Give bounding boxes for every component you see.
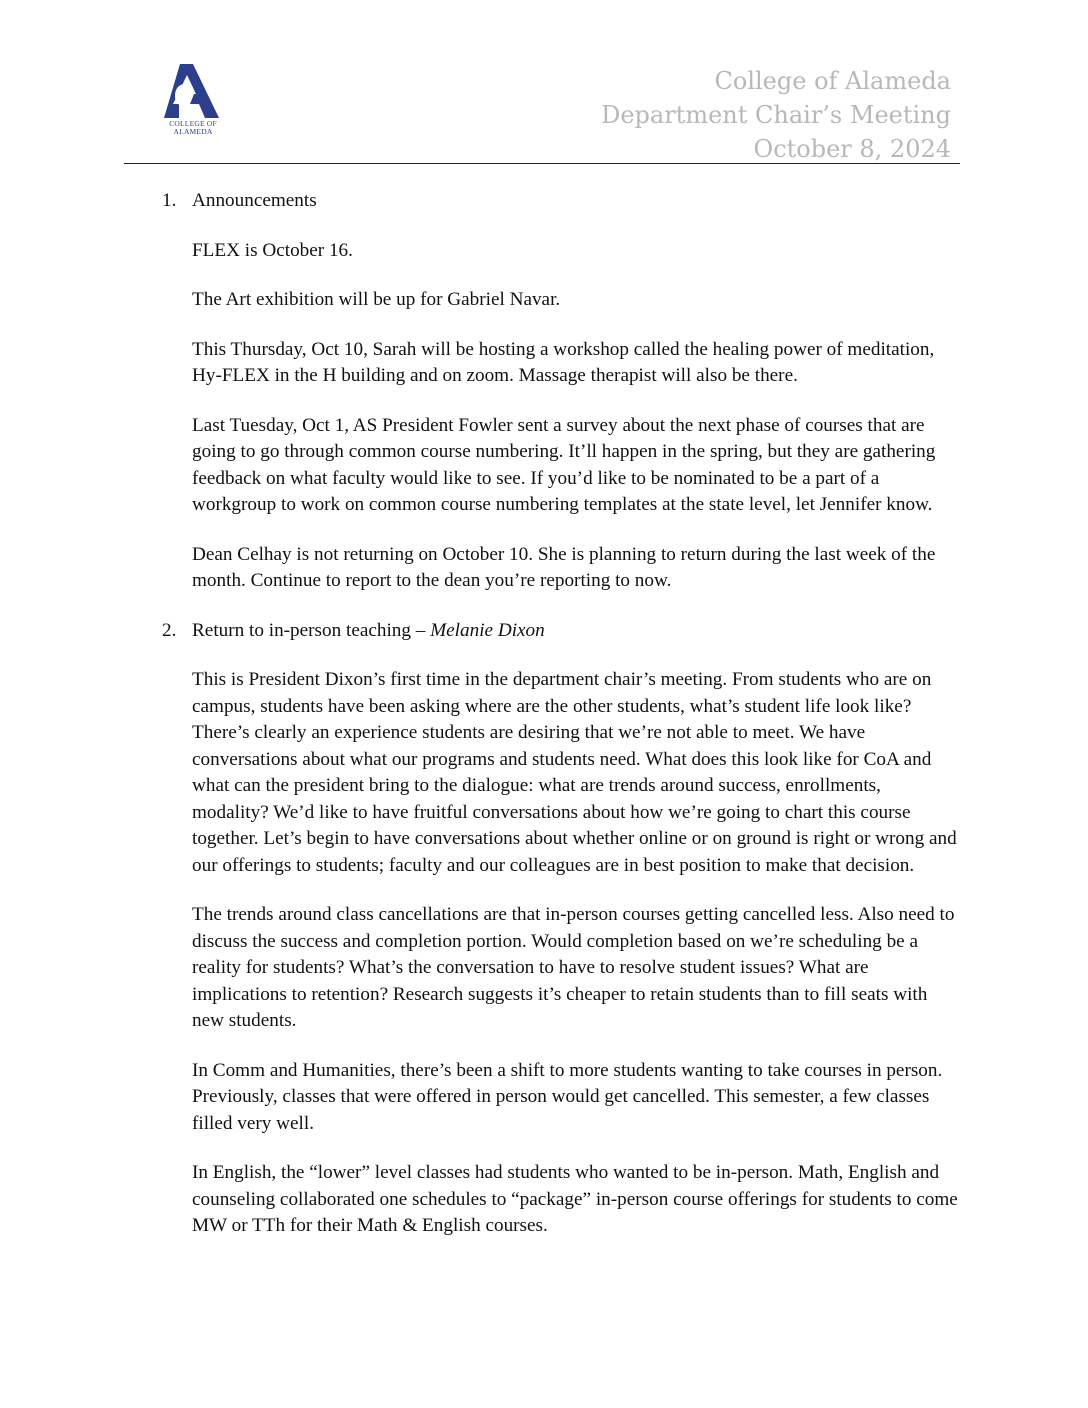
paragraph: The Art exhibition will be up for Gabriel Navar. [192,289,561,310]
document-header [601,64,951,166]
logo-text-line2: ALAMEDA [173,127,213,136]
agenda-item-in-person-teaching [162,618,962,1263]
college-logo [163,63,223,141]
paragraph: The trends around class cancellations are that in-person courses getting cancelled less. Also need to discuss the success and completion portion. Would completion based on we’re scheduling be a reality for students? What’s the conversation to have to resolve student issues? What are implications to retention? Research suggests it’s cheaper to retain students than to fill seats with new students. [192,904,955,1031]
header-divider [124,163,960,164]
header-meeting-name: Department Chair’s Meeting [601,101,951,129]
paragraph: In Comm and Humanities, there’s been a shift to more students wanting to take courses in person. Previously, classes that were offered in person would get cancelled. This semester, a few classes filled very well. [192,1059,943,1134]
header-college-name: College of Alameda [714,67,951,95]
agenda-item-number: 1. [162,190,177,211]
agenda-item-title-line [192,618,962,645]
paragraph: This Thursday, Oct 10, Sarah will be hosting a workshop called the healing power of meditation, Hy-FLEX in the H building and on zoom. Massage therapist will also be there. [192,338,935,386]
agenda-item-presenter: Melanie Dixon [430,619,545,641]
minutes-body [162,188,962,1263]
logo-text-line1: COLLEGE OF [169,119,217,128]
paragraph: This is President Dixon’s first time in the department chair’s meeting. From students who are on campus, students have been asking where are the other students, what’s student life look like? There’s clearly an experience students are desiring that we’re not able to meet. We have conversations about what our programs and students need. What does this look like for CoA and what can the president bring to the dialogue: what are trends around success, enrollments, modality? We’d like to have fruitful conversations about how we’re going to chart this course together. Let’s begin to have conversations about whether online or on ground is right or wrong and our offerings to students; faculty and our colleagues are in best position to make that decision. [192,669,957,876]
agenda-item-title: Announcements [192,190,317,211]
paragraph: Dean Celhay is not returning on October 10. She is planning to return during the last week of the month. Continue to report to the dean you’re reporting to now. [192,543,936,591]
paragraph: Last Tuesday, Oct 1, AS President Fowler sent a survey about the next phase of courses that are going to go through common course numbering. It’ll happen in the spring, but they are gathering feedback on what faculty would like to see. If you’d like to be nominated to be a part of a workgroup to work on common course numbering templates at the state level, let Jennifer know. [192,414,936,515]
college-a-logo-icon [163,63,223,119]
agenda-item-number: 2. [162,619,177,641]
agenda-item-title: Return to in-person teaching – [192,619,431,641]
agenda-item-announcements [162,188,962,618]
paragraph: In English, the “lower” level classes had students who wanted to be in-person. Math, English and counseling collaborated one schedules to “package” in-person course offerings for students to come MW or TTh for their Math & English courses. [192,1162,958,1236]
paragraph: FLEX is October 16. [192,239,353,261]
header-meeting-date: October 8, 2024 [753,135,951,163]
